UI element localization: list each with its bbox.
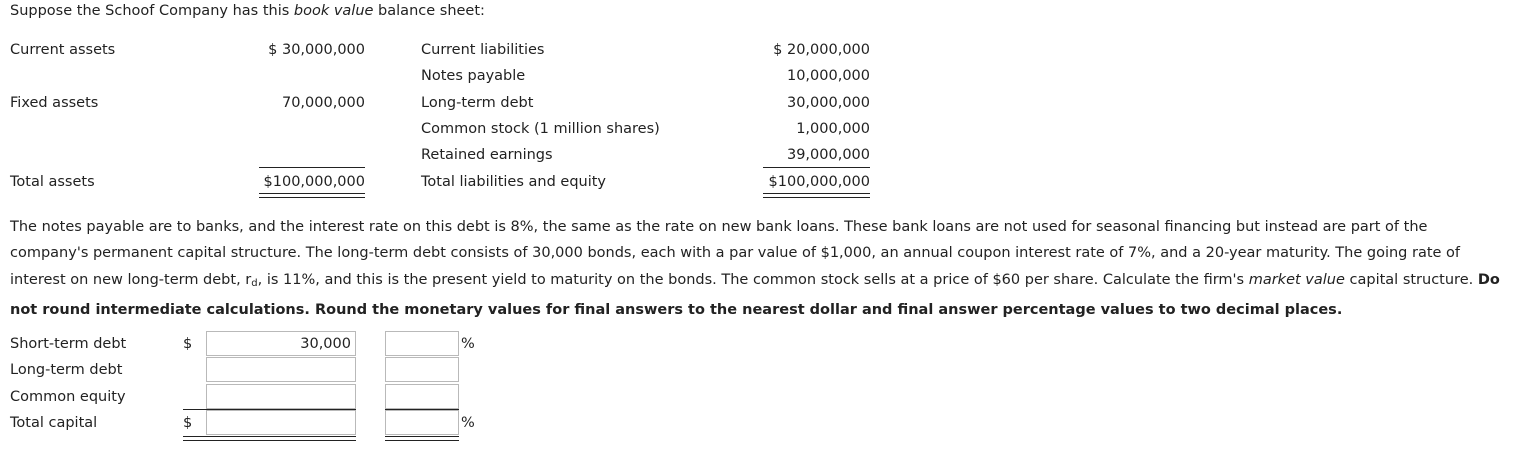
problem-subscript: d xyxy=(251,277,258,289)
liab-value-total: $100,000,000 xyxy=(768,174,870,190)
intro-part2: balance sheet: xyxy=(373,3,485,19)
asset-label-total: Total assets xyxy=(10,174,95,190)
intro-emphasis: book value xyxy=(293,3,374,19)
problem-emphasis: market value xyxy=(1248,271,1345,288)
asset-value-fixed: 70,000,000 xyxy=(281,95,365,111)
intro-text xyxy=(10,2,485,20)
row-label-common-equity: Common equity xyxy=(10,389,126,405)
row-label-short-term-debt: Short-term debt xyxy=(10,336,127,352)
asset-value-current: $ 30,000,000 xyxy=(268,42,365,58)
row-label-total-capital: Total capital xyxy=(10,415,98,431)
liab-label-total: Total liabilities and equity xyxy=(421,174,607,190)
short-term-debt-percent-input[interactable] xyxy=(385,331,459,356)
problem-text-1: The notes payable are to banks, and the interest rate on this debt is 8%, the same as the rate on new bank loans. These bank loans are not used for seasonal financing but instead are part of the company's permanent capital structure. The long-term debt consists of 30,000 bonds, each with a par value of $1,000, an annual coupon interest rate of 7%, and a 20-year maturity. The going rate of interest on new long-term debt, r xyxy=(10,219,1461,288)
liab-underline xyxy=(763,167,870,168)
liab-value-notes: 10,000,000 xyxy=(786,68,870,84)
liab-value-retained: 39,000,000 xyxy=(786,147,870,163)
liab-label-ltdebt: Long-term debt xyxy=(421,95,534,111)
long-term-debt-percent-input[interactable] xyxy=(385,357,459,382)
liab-label-current: Current liabilities xyxy=(421,42,545,58)
total-capital-percent-input[interactable] xyxy=(385,410,459,435)
problem-text-3: capital structure. xyxy=(1344,271,1478,288)
currency-symbol-total: $ xyxy=(183,415,193,431)
liab-value-common: 1,000,000 xyxy=(796,121,870,137)
problem-paragraph xyxy=(10,214,1510,323)
liab-value-current: $ 20,000,000 xyxy=(773,42,870,58)
liab-label-common: Common stock (1 million shares) xyxy=(421,121,660,137)
asset-value-total: $100,000,000 xyxy=(263,174,365,190)
liab-double-underline xyxy=(763,193,870,198)
intro-part1: Suppose the Schoof Company has this xyxy=(10,3,294,19)
asset-label-current: Current assets xyxy=(10,42,116,58)
percent-symbol: % xyxy=(461,336,475,352)
common-equity-percent-input[interactable] xyxy=(385,384,459,409)
percent-column-double-underline xyxy=(385,436,459,441)
short-term-debt-value-input[interactable] xyxy=(206,331,356,356)
liab-value-ltdebt: 30,000,000 xyxy=(786,95,870,111)
assets-double-underline xyxy=(259,193,365,198)
value-column-double-underline xyxy=(183,436,356,441)
common-equity-value-input[interactable] xyxy=(206,384,356,409)
percent-symbol-total: % xyxy=(461,415,475,431)
long-term-debt-value-input[interactable] xyxy=(206,357,356,382)
problem-text-2: , is 11%, and this is the present yield to maturity on the bonds. The common stock sells at a price of $60 per share. Calculate the firm's xyxy=(257,271,1249,288)
total-capital-value-input[interactable] xyxy=(206,410,356,435)
liab-label-notes: Notes payable xyxy=(421,68,526,84)
currency-symbol: $ xyxy=(183,336,193,352)
assets-underline xyxy=(259,167,365,168)
problem-instructions: Do not round intermediate calculations. Round the monetary values for final answers to the nearest dollar and final answer percentage values to two decimal places. xyxy=(10,271,1500,318)
liab-label-retained: Retained earnings xyxy=(421,147,553,163)
asset-label-fixed: Fixed assets xyxy=(10,95,99,111)
row-label-long-term-debt: Long-term debt xyxy=(10,362,123,378)
